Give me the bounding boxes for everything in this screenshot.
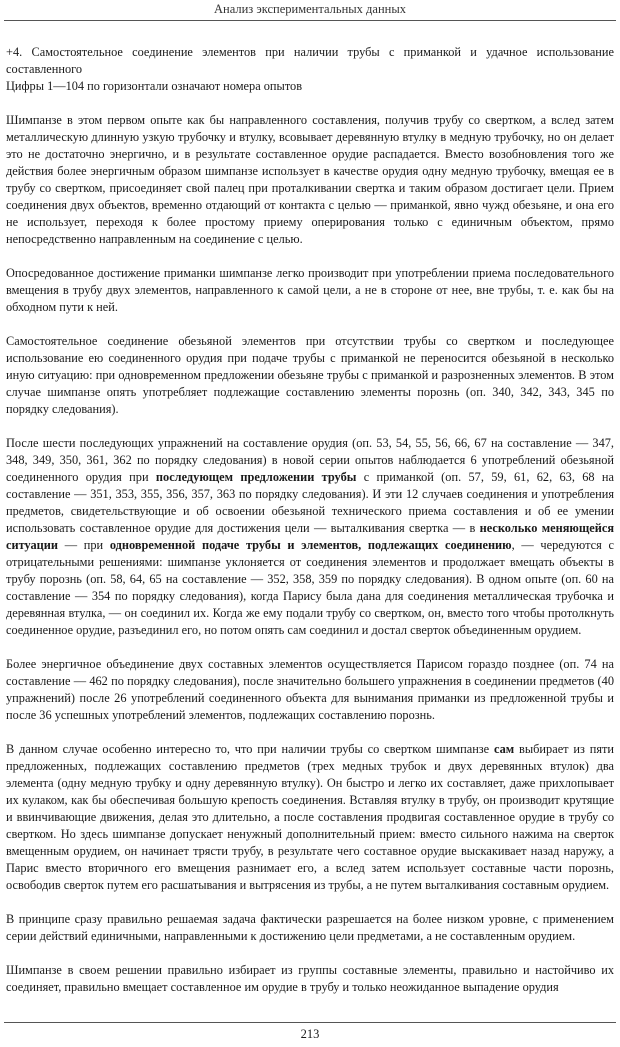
text-run: с приманкой (оп. 57, 59, 61, 62, 63, 68 на составление — 351, 353, 355, 356, 357, 363 по порядку следования). И эти 12 случаев соединения и употребления предметов, свидетельствующие и об освоении обезьяной технического приема составления и об ее умении использовать составленное орудие для достижения цели — выталкивания свертка — в [6, 470, 615, 535]
bold-phrase: последующем предложении трубы [155, 470, 357, 484]
figure-legend-line-2: Цифры 1—104 по горизонтали означают номера опытов [6, 79, 303, 93]
paragraph-6 [6, 741, 614, 894]
bold-phrase: одновременной подаче трубы и элементов, подлежащих соединению [109, 538, 512, 552]
paragraph-1: Шимпанзе в этом первом опыте как бы направленного составления, получив трубу со свертком, а вслед затем металлическую длинную узкую трубочку и втулку, всовывает деревянную втулку в медную трубочку, но он делает это не достаточно энергично, и в результате составленное орудие распадается. Вместо возобновления того же действия более энергичным образом шимпанзе использует в качестве орудия одну медную трубочку, вмещая ее в трубу со свертком, присоединяет свой палец при проталкивании свертка и таким образом достигает цели. Прием соединения двух объектов, временно отдающий от контакта с целью — приманкой, явно чужд обезьяне, и она его не использует, переходя к более простому приему оперирования только с единичным объектом, прямо непосредственно направленным на соединение с целью. [6, 113, 614, 246]
paragraph-8: Шимпанзе в своем решении правильно избирает из группы составные элементы, правильно и настойчиво их соединяет, правильно вмещает составленное им орудие в трубу и только неожиданное выпадение орудия [6, 963, 614, 994]
page-number: 213 [300, 1027, 320, 1041]
paragraph-7: В принципе сразу правильно решаемая задача фактически разрешается на более низком уровне, с применением серии действий единичными, направленными к достижению цели предметами, а не составленным орудием. [6, 912, 614, 943]
header-rule [4, 20, 616, 21]
paragraph-3: Самостоятельное соединение обезьяной элементов при отсутствии трубы со свертком и последующее использование ею соединенного орудия при подаче трубы с приманкой не переносится обезьяной в несколько иную ситуацию: при одновременном предложении обезьяне трубы с приманкой и разрозненных элементов. В этом случае шимпанзе опять употребляет подлежащие составлению элементы порознь (оп. 340, 342, 343, 345 по порядку следования). [6, 334, 614, 416]
text-run: — при [58, 538, 110, 552]
paragraph-5: Более энергичное объединение двух составных элементов осуществляется Парисом гораздо позднее (оп. 74 на составление — 462 по порядку следования), после значительно большего упражнения в соединении предметов (40 упражнений) после 26 употреблений соединенного объекта для вынимания приманки из предложенной трубы и после 36 успешных употреблений элементов, подлежащих составлению порознь. [6, 657, 614, 722]
text-run: выбирает из пяти предложенных, подлежащих составлению предметов (трех медных трубок и двух деревянных втулок) два элемента (одну медную трубку и одну деревянную втулку). Он быстро и легко их составляет, даже прихлопывает их кулаком, как бы обеспечивая большую крепость соединения. Вставляя втулку в трубу, он производит крутящие и ввинчивающие движения, делая это длительно, а после составления продвигая составленное орудие в трубу со свертком. Но здесь шимпанзе допускает ненужный дополнительный прием: вместо сильного нажима на сверток вмещенным орудием, он начинает трясти трубу, в результате чего составное орудие выскакивает назад наружу, а Парис вместо вторичного его вмещения разнимает его, а вслед затем использует составные части порознь, освободив сверток путем его расшатывания и вытрясения из трубы, а не путем выталкивания составным орудием. [6, 742, 614, 892]
text-run: , — чередуются с отрицательными решениями: шимпанзе уклоняется от соединения элементов и продолжает вмещать объекты в трубу порознь (оп. 58, 64, 65 на составление — 352, 358, 359 по порядку следования). В одном опыте (оп. 60 на составление — 354 по порядку следования), когда Парису была дана для соединения металлическая трубочка и деревянная втулка, — он соединил их. Когда же ему подали трубу со свертком, он, вместо того чтобы протолкнуть соединенное орудие, разъединил его, но потом опять сам соединил и достал сверток объединенным орудием. [6, 538, 614, 637]
footer-rule [4, 1022, 616, 1023]
paragraph-2: Опосредованное достижение приманки шимпанзе легко производит при употреблении приема последовательного вмещения в трубу двух элементов, направленного к самой цели, а не в стороне от нее, вне трубы, т. е. как бы на обходном пути к ней. [6, 266, 614, 314]
figure-legend-line-1: +4. Самостоятельное соединение элементов при наличии трубы с приманкой и удачное использование составленного [6, 45, 614, 76]
text-run: После шести последующих упражнений на составление орудия (оп. 53, 54, 55, 56, 66, 67 на составление — 347, 348, 349, 350, 361, 362 по порядку следования) в новой серии опытов наблюдается 6 употреблений обезьяной соединенного орудия при [6, 436, 614, 484]
running-title: Анализ экспериментальных данных [214, 2, 406, 16]
bold-phrase: сам [493, 742, 515, 756]
page-body [6, 44, 614, 996]
text-run: В данном случае особенно интересно то, что при наличии трубы со свертком шимпанзе [6, 742, 494, 756]
bold-phrase: несколько меняющейся ситуации [6, 521, 614, 552]
paragraph-4 [6, 435, 614, 639]
